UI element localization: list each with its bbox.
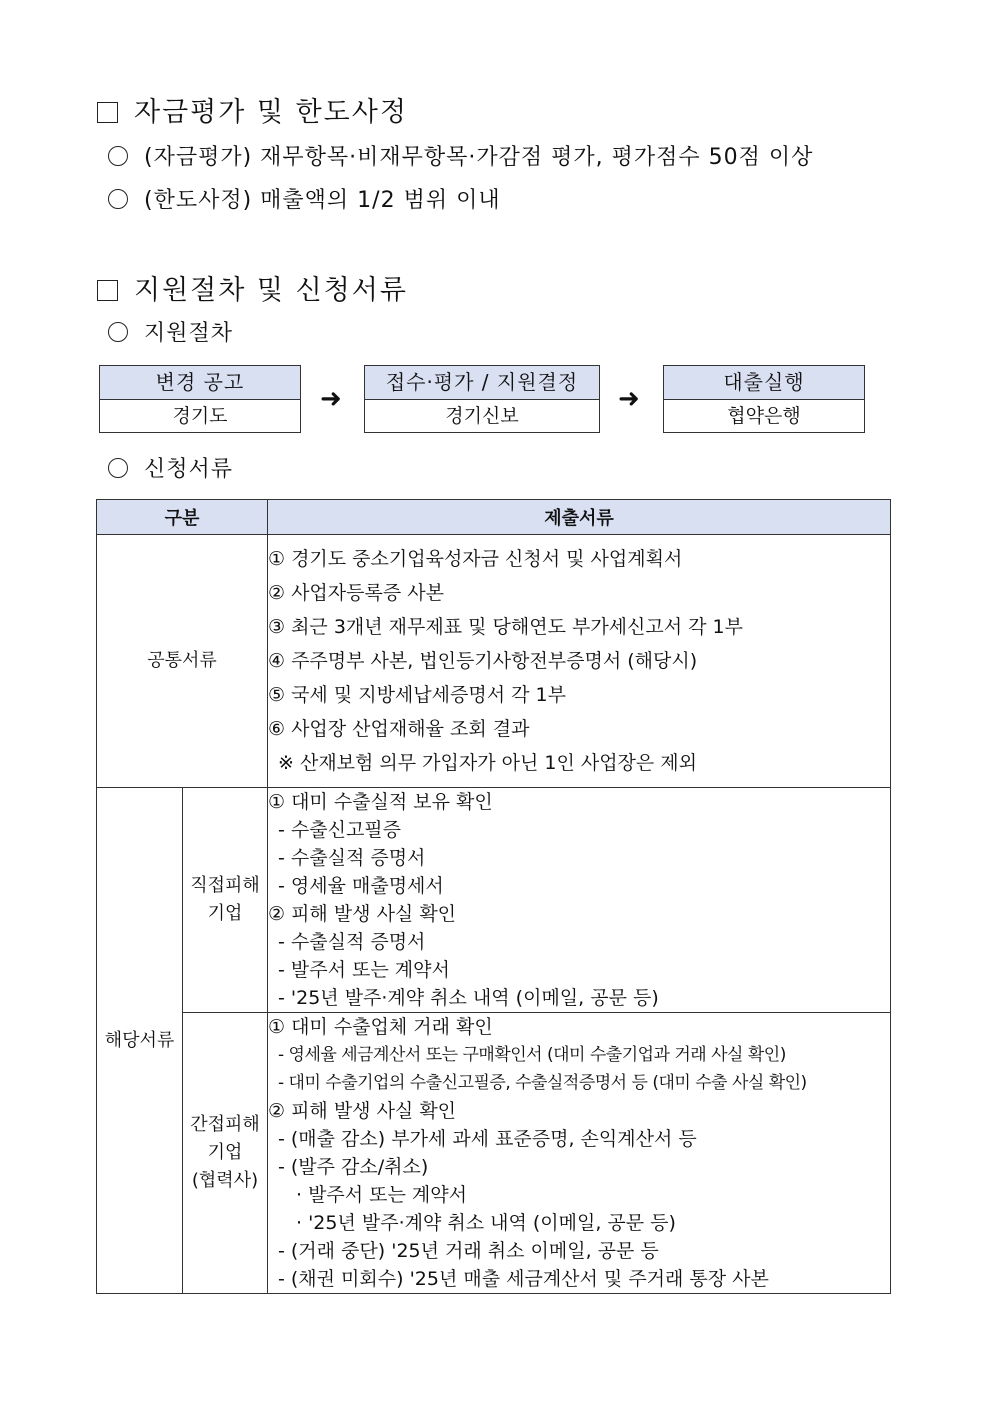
- flow-step-3: [663, 365, 865, 433]
- table-row-common: [97, 535, 891, 788]
- list-item: · 발주서 또는 계약서: [296, 1184, 467, 1206]
- list-item: · '25년 발주·계약 취소 내역 (이메일, 공문 등): [296, 1212, 676, 1234]
- note-item: ※ 산재보험 의무 가입자가 아닌 1인 사업장은 제외: [278, 752, 698, 774]
- circle-bullet-icon: [108, 458, 128, 478]
- table-row-direct: [97, 788, 891, 1013]
- direct-documents: [268, 788, 891, 1013]
- list-item: - 영세율 세금계산서 또는 구매확인서 (대미 수출기업과 거래 사실 확인): [278, 1045, 786, 1065]
- direct-label: 직접피해 기업: [183, 788, 268, 1013]
- list-item: ③ 최근 3개년 재무제표 및 당해연도 부가세신고서 각 1부: [268, 616, 743, 638]
- section2-heading: 지원절차 및 신청서류: [97, 268, 408, 307]
- table-row-indirect: [97, 1013, 891, 1294]
- circle-bullet-icon: [108, 189, 128, 209]
- list-item: - (매출 감소) 부가세 과세 표준증명, 손익계산서 등: [278, 1128, 697, 1150]
- circle-bullet-icon: [108, 322, 128, 342]
- list-item: ② 피해 발생 사실 확인: [268, 1100, 457, 1122]
- documents-table: [96, 499, 891, 1294]
- list-item: - 대미 수출기업의 수출신고필증, 수출실적증명서 등 (대미 수출 사실 확인): [278, 1073, 807, 1093]
- table-header-row: [97, 500, 891, 535]
- list-item: ④ 주주명부 사본, 법인등기사항전부증명서 (해당시): [268, 650, 698, 672]
- list-item: ① 대미 수출실적 보유 확인: [268, 791, 493, 813]
- checkbox-square-icon: [97, 280, 118, 301]
- flow-step-title: 대출실행: [664, 366, 864, 400]
- list-item: - (거래 중단) '25년 거래 취소 이메일, 공문 등: [278, 1240, 659, 1262]
- list-item: ① 대미 수출업체 거래 확인: [268, 1016, 493, 1038]
- list-item: - 영세율 매출명세서: [278, 875, 444, 897]
- indirect-documents: [268, 1013, 891, 1294]
- list-item: - 수출실적 증명서: [278, 931, 426, 953]
- indirect-label: 간접피해 기업 (협력사): [183, 1013, 268, 1294]
- list-item: - '25년 발주·계약 취소 내역 (이메일, 공문 등): [278, 987, 659, 1009]
- circle-bullet-icon: [108, 146, 128, 166]
- header-category: 구분: [97, 500, 268, 535]
- list-item: ② 피해 발생 사실 확인: [268, 903, 457, 925]
- arrow-right-icon: ➜: [320, 384, 342, 414]
- flow-step-title: 접수·평가 / 지원결정: [365, 366, 599, 400]
- specific-label: 해당서류: [97, 788, 183, 1294]
- list-item: ⑥ 사업장 산업재해율 조회 결과: [268, 718, 530, 740]
- flow-step-title: 변경 공고: [100, 366, 300, 400]
- flow-step-agency: 경기도: [172, 405, 228, 427]
- section1-heading: 자금평가 및 한도사정: [97, 90, 408, 129]
- list-item: - (발주 감소/취소): [278, 1156, 429, 1178]
- section1-item: (한도사정) 매출액의 1/2 범위 이내: [108, 183, 501, 214]
- documents-label: 신청서류: [108, 452, 233, 483]
- common-documents: [268, 535, 891, 788]
- section1-item: (자금평가) 재무항목·비재무항목·가감점 평가, 평가점수 50점 이상: [108, 140, 813, 171]
- common-label: 공통서류: [97, 535, 268, 788]
- list-item: - 수출실적 증명서: [278, 847, 426, 869]
- checkbox-square-icon: [97, 102, 118, 123]
- list-item: - 수출신고필증: [278, 819, 402, 841]
- list-item: - 발주서 또는 계약서: [278, 959, 450, 981]
- arrow-right-icon: ➜: [618, 384, 640, 414]
- list-item: - (채권 미회수) '25년 매출 세금계산서 및 주거래 통장 사본: [278, 1268, 769, 1290]
- flow-step-agency: 협약은행: [727, 405, 801, 427]
- list-item: ② 사업자등록증 사본: [268, 582, 444, 604]
- flow-step-2: [364, 365, 600, 433]
- list-item: ⑤ 국세 및 지방세납세증명서 각 1부: [268, 684, 566, 706]
- procedure-label: 지원절차: [108, 316, 233, 347]
- flow-step-1: [99, 365, 301, 433]
- list-item: ① 경기도 중소기업육성자금 신청서 및 사업계획서: [268, 548, 683, 570]
- flow-step-agency: 경기신보: [445, 405, 519, 427]
- header-documents: 제출서류: [268, 500, 891, 535]
